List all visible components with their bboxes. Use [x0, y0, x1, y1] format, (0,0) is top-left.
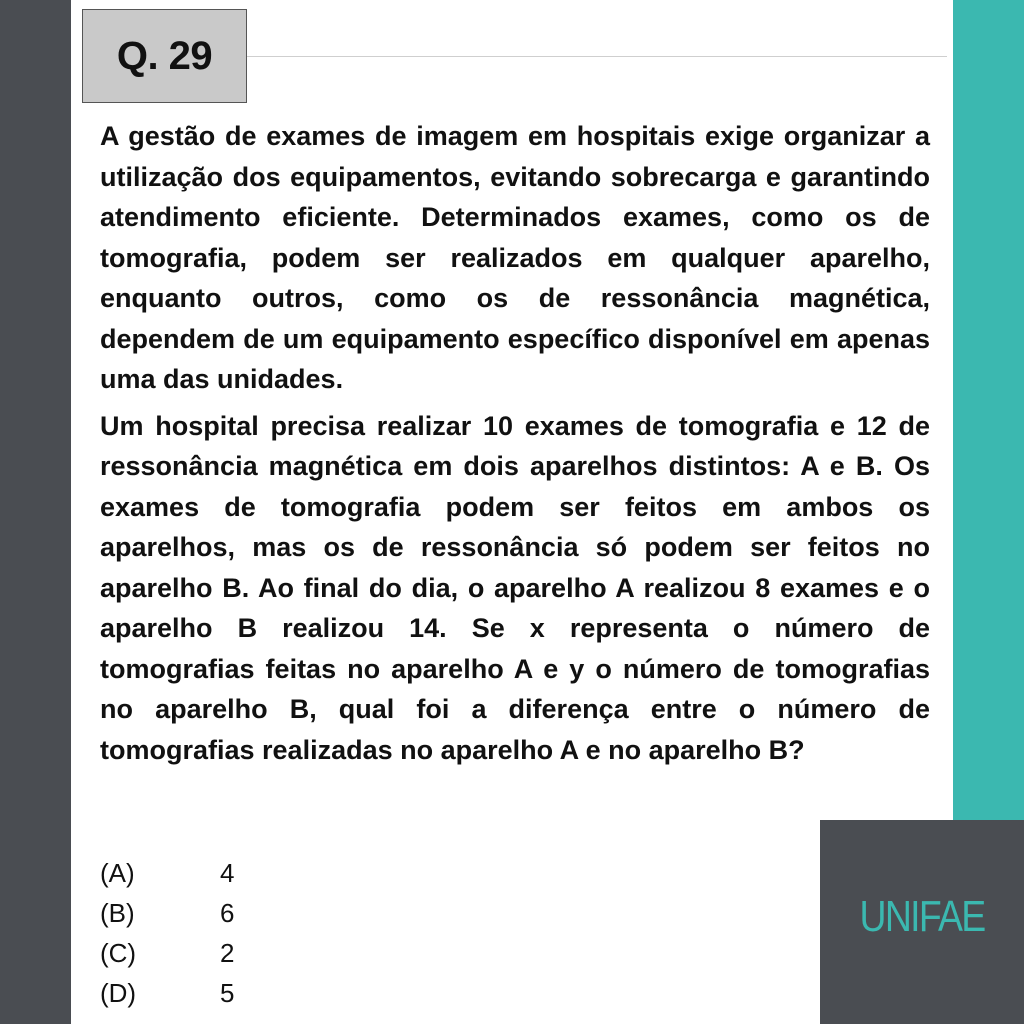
option-value: 5	[220, 978, 235, 1008]
option-value: 2	[220, 938, 235, 968]
answer-option-c[interactable]	[100, 933, 400, 973]
brand-panel	[820, 820, 1024, 1024]
left-sidebar-band	[0, 0, 71, 1024]
option-letter: (B)	[100, 898, 135, 928]
question-statement	[100, 116, 930, 770]
answer-option-b[interactable]	[100, 893, 400, 933]
answer-option-a[interactable]	[100, 853, 400, 893]
option-letter: (A)	[100, 858, 135, 888]
question-number-label: Q. 29	[82, 9, 247, 103]
answer-option-d[interactable]	[100, 973, 400, 1013]
question-paragraph-1: A gestão de exames de imagem em hospitais exige organizar a utilização dos equipamentos, evitando sobrecarga e garantindo atendimento eficiente. Determinados exames, como os de tomografia, podem ser realizados em qualquer aparelho, enquanto outros, como os de ressonância magnética, dependem de um equipamento específico disponível em apenas uma das unidades.	[100, 121, 930, 394]
unifae-logo: UNIFAE	[859, 892, 985, 941]
option-letter: (D)	[100, 978, 137, 1008]
option-value: 6	[220, 898, 235, 928]
question-paragraph-2: Um hospital precisa realizar 10 exames de tomografia e 12 de ressonância magnética em dois aparelhos distintos: A e B. Os exames de tomografia podem ser feitos em ambos os aparelhos, mas os de ressonância só podem ser feitos no aparelho B. Ao final do dia, o aparelho A realizou 8 exames e o aparelho B realizou 14. Se x representa o número de tomografias feitas no aparelho A e y o número de tomografias no aparelho B, qual foi a diferença entre o número de tomografias realizadas no aparelho A e no aparelho B?	[100, 410, 930, 765]
header-divider	[247, 56, 947, 57]
answer-options	[100, 853, 400, 1013]
option-value: 4	[220, 858, 235, 888]
option-letter: (C)	[100, 938, 137, 968]
